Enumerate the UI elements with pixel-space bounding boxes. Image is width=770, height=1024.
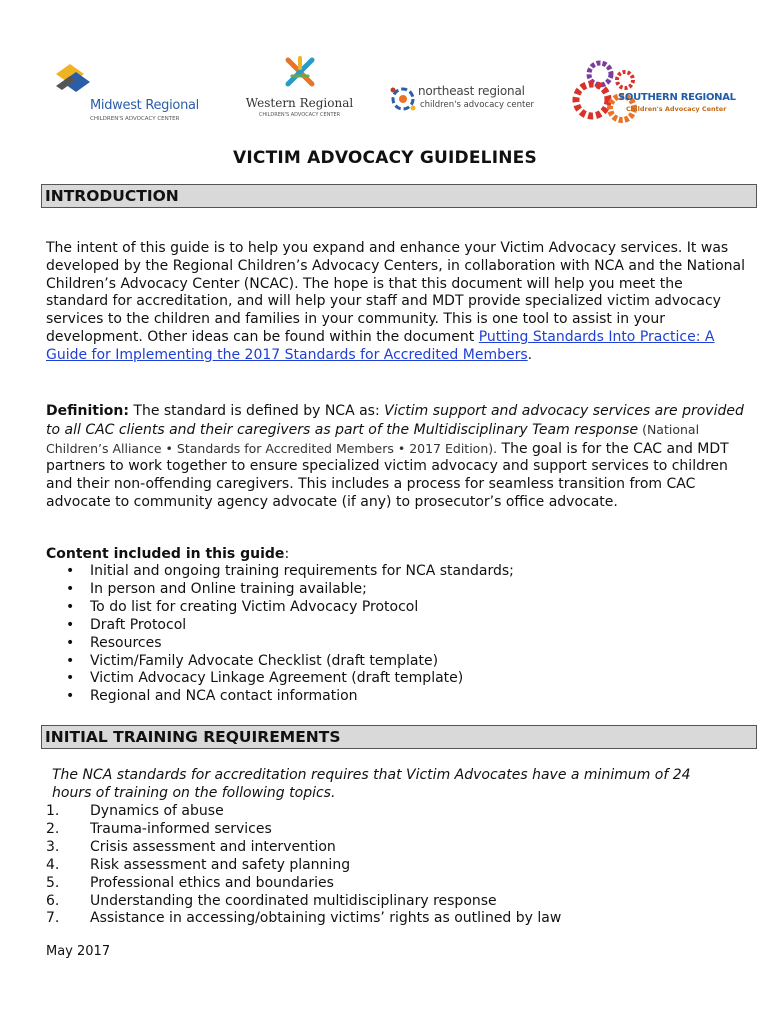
western-logo-name: Western Regional: [245, 96, 354, 110]
introduction-heading: INTRODUCTION: [41, 184, 757, 208]
list-item: [46, 839, 561, 857]
list-text: Dynamics of abuse: [90, 803, 224, 819]
list-item: • Regional and NCA contact information: [46, 688, 514, 706]
list-text: Risk assessment and safety planning: [90, 856, 351, 873]
content-label: Content included in this guide: [46, 546, 285, 562]
list-item: • To do list for creating Victim Advocacy Protocol: [46, 599, 514, 617]
western-regional-logo: [242, 54, 357, 126]
list-text: Assistance in accessing/obtaining victims’ rights as outlined by law: [90, 910, 562, 927]
midwest-logo-name: Midwest Regional: [90, 98, 199, 113]
document-title: VICTIM ADVOCACY GUIDELINES: [233, 148, 537, 168]
list-item: [46, 857, 561, 875]
training-heading: INITIAL TRAINING REQUIREMENTS: [41, 725, 757, 749]
definition-intro: The standard is defined by NCA as:: [128, 403, 385, 419]
list-item: • Victim/Family Advocate Checklist (draft template): [46, 653, 514, 671]
list-item: [46, 821, 561, 839]
definition-source: (National Children’s Alliance • Standards for Accredited Members • 2017 Edition).: [46, 421, 700, 456]
midwest-regional-logo: [50, 58, 225, 128]
intro-text-end: .: [527, 346, 533, 363]
list-item: • Initial and ongoing training requirements for NCA standards;: [46, 563, 514, 581]
list-text: Crisis assessment and intervention: [90, 838, 336, 855]
northeast-logo-subtitle: children's advocacy center: [420, 100, 535, 110]
southern-logo-name: SOUTHERN REGIONAL: [618, 92, 736, 103]
list-number: 4.: [46, 856, 60, 873]
list-item: • Victim Advocacy Linkage Agreement (draft template): [46, 670, 514, 688]
list-number: 5.: [46, 874, 60, 891]
western-logo-subtitle: CHILDREN'S ADVOCACY CENTER: [258, 112, 341, 118]
southern-regional-logo: [570, 50, 740, 130]
list-number: 2.: [46, 820, 60, 837]
list-text: Professional ethics and boundaries: [90, 874, 334, 891]
training-topics-list: [46, 803, 561, 928]
intro-paragraph: [46, 240, 746, 365]
list-item: • In person and Online training available;: [46, 581, 514, 599]
intro-text: The intent of this guide is to help you expand and enhance your Victim Advocacy services. It was developed by the Regional Children’s Advocacy Centers, in collaboration with NCA and the National Children’s Advocacy Center (NCAC). The hope is that this document will help you meet the standard for accreditation, and will help your staff and MDT provide specialized victim advocacy services to the children and families in your community. This is one tool to assist in your development. Other ideas can be found within the document: [46, 240, 745, 345]
list-item: • Draft Protocol: [46, 617, 514, 635]
training-intro: The NCA standards for accreditation requires that Victim Advocates have a minimum of 24 hours of training on the following topics.: [52, 767, 691, 801]
standards-guide-link[interactable]: Putting Standards Into Practice: A Guide for Implementing the 2017 Standards for Accredited Members: [46, 328, 715, 363]
southern-logo-subtitle: Children's Advocacy Center: [626, 105, 727, 113]
definition-quote: Victim support and advocacy services are provided to all CAC clients and their caregivers as part of the Multidisciplinary Team response: [46, 403, 744, 438]
definition-paragraph: [46, 403, 746, 512]
list-text: Understanding the coordinated multidisciplinary response: [90, 892, 497, 909]
definition-label: Definition:: [46, 403, 129, 419]
midwest-logo-subtitle: CHILDREN'S ADVOCACY CENTER: [90, 116, 180, 122]
list-item: [46, 910, 561, 928]
list-item: [46, 893, 561, 911]
list-number: 7.: [46, 910, 60, 927]
midwest-emblem-icon: [52, 60, 92, 100]
list-item: • Resources: [46, 635, 514, 653]
list-text: Trauma-informed services: [90, 820, 272, 837]
northeast-regional-logo: [388, 50, 553, 120]
southern-gears-icon: [570, 50, 642, 130]
list-number: 1.: [46, 803, 60, 819]
content-included-label: [46, 546, 746, 564]
definition-rest: The goal is for the CAC and MDT partners to work together to ensure specialized victim advocacy and support services to children and their non-offending caregivers. This includes a process for seamless transition from CAC advocate to community agency advocate (if any) to prosecutor’s office advocate.: [46, 440, 729, 510]
list-number: 3.: [46, 838, 60, 855]
footer-date: May 2017: [46, 944, 111, 959]
list-number: 6.: [46, 892, 60, 909]
list-item: [46, 875, 561, 893]
western-emblem-icon: [282, 54, 318, 90]
content-list: [46, 563, 514, 706]
northeast-emblem-icon: [388, 84, 418, 114]
partner-logos: [0, 50, 770, 130]
content-colon: :: [284, 546, 290, 562]
list-item: [46, 803, 561, 821]
northeast-logo-name: northeast regional: [418, 84, 525, 98]
